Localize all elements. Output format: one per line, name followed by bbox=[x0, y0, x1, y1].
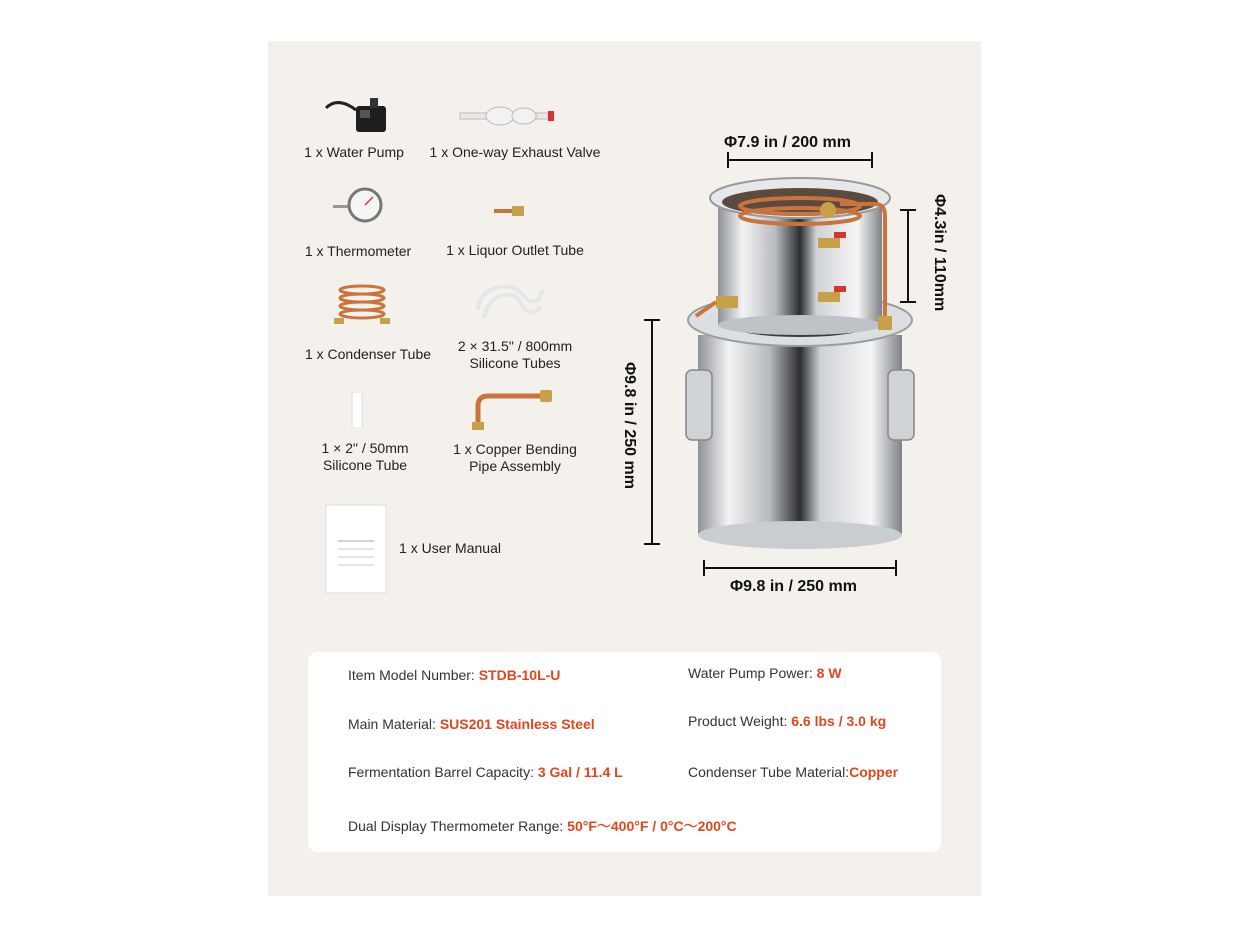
spec-weight-label: Product Weight: bbox=[688, 713, 792, 729]
liquor-outlet-tube-icon bbox=[494, 204, 526, 218]
spec-material-value: SUS201 Stainless Steel bbox=[439, 716, 595, 732]
exhaust-valve-icon bbox=[458, 104, 558, 128]
dim-top-width: Φ7.9 in / 200 mm bbox=[724, 134, 851, 151]
water-pump-icon bbox=[322, 96, 392, 136]
dim-body-height: Φ9.8 in / 250 mm bbox=[621, 362, 638, 489]
copper-pipe-label: 1 x Copper Bending Pipe Assembly bbox=[453, 441, 577, 474]
spec-capacity-label: Fermentation Barrel Capacity: bbox=[348, 764, 538, 780]
condenser-coil-icon bbox=[334, 282, 390, 326]
spec-model-label: Item Model Number: bbox=[348, 667, 479, 683]
silicone-tubes-icon bbox=[472, 280, 548, 326]
spec-thermo-range bbox=[348, 816, 737, 836]
spec-model-value: STDB-10L-U bbox=[478, 667, 561, 683]
exhaust-valve-label: 1 x One-way Exhaust Valve bbox=[429, 144, 601, 160]
spec-model bbox=[348, 667, 560, 683]
spec-weight bbox=[688, 713, 886, 729]
spec-condenser-material-label: Condenser Tube Material: bbox=[688, 764, 850, 780]
water-pump-label: 1 x Water Pump bbox=[304, 144, 404, 160]
spec-material-label: Main Material: bbox=[348, 716, 440, 732]
thermometer-label: 1 x Thermometer bbox=[304, 243, 412, 259]
thermometer-icon bbox=[333, 185, 383, 225]
spec-weight-value: 6.6 lbs / 3.0 kg bbox=[791, 713, 887, 729]
spec-capacity-value: 3 Gal / 11.4 L bbox=[537, 764, 623, 780]
still-illustration bbox=[600, 120, 960, 610]
liquor-outlet-label: 1 x Liquor Outlet Tube bbox=[446, 242, 584, 258]
spec-condenser-material bbox=[688, 764, 898, 780]
spec-condenser-material-value: Copper bbox=[849, 764, 899, 780]
spec-pump-power-label: Water Pump Power: bbox=[688, 665, 817, 681]
condenser-label: 1 x Condenser Tube bbox=[304, 346, 432, 362]
dim-top-height: Φ4.3in / 110mm bbox=[931, 194, 948, 312]
spec-material bbox=[348, 716, 595, 732]
silicone-tubes-label: 2 × 31.5" / 800mm Silicone Tubes bbox=[457, 338, 573, 371]
silicone-tube-icon bbox=[351, 392, 363, 428]
fermentation-barrel bbox=[698, 335, 902, 535]
spec-pump-power bbox=[688, 665, 842, 681]
copper-bending-pipe-icon bbox=[470, 388, 554, 430]
manual-label: 1 x User Manual bbox=[399, 540, 501, 556]
spec-thermo-range-label: Dual Display Thermometer Range: bbox=[348, 818, 568, 834]
dim-body-width: Φ9.8 in / 250 mm bbox=[730, 578, 857, 595]
silicone-tube-label: 1 × 2" / 50mm Silicone Tube bbox=[321, 440, 409, 473]
spec-thermo-range-value: 50°F～400°F / 0°C～200°C bbox=[567, 818, 737, 834]
spec-pump-power-value: 8 W bbox=[816, 665, 842, 681]
spec-capacity bbox=[348, 764, 623, 780]
user-manual-icon bbox=[324, 503, 390, 595]
